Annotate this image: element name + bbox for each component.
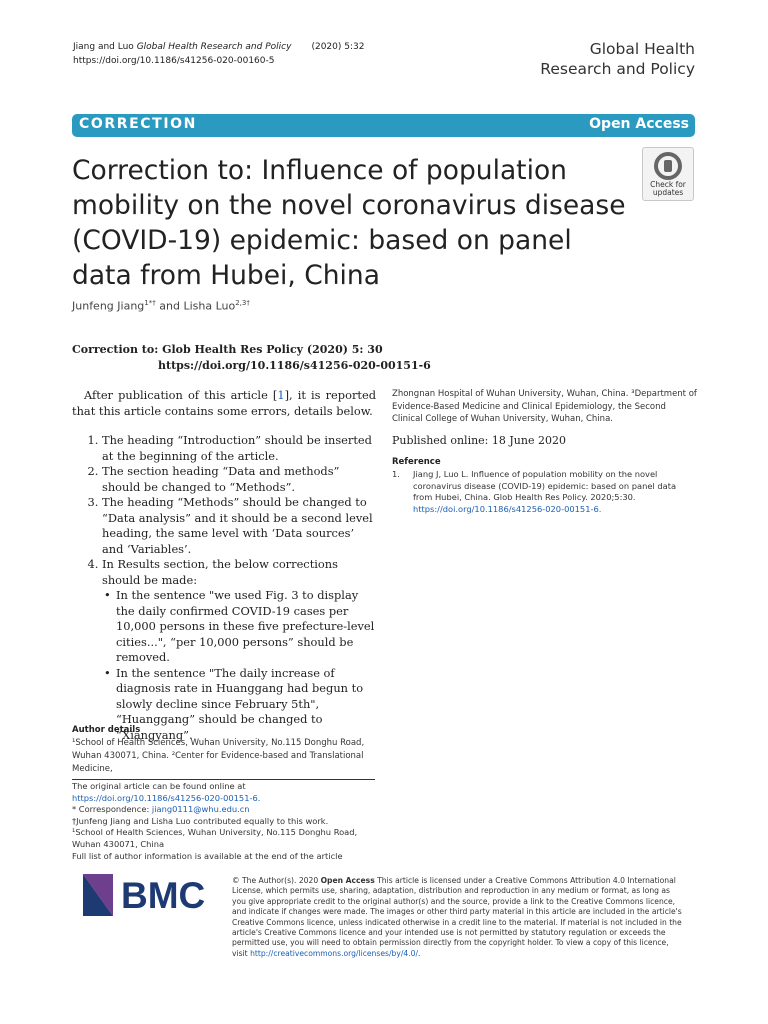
original-article-link[interactable]: https://doi.org/10.1186/s41256-020-00151-6. [72, 792, 261, 803]
license-link[interactable]: http://creativecommons.org/licenses/by/4.0/ [250, 948, 419, 958]
check-for-updates-label: Check for updates [650, 180, 686, 197]
sub-bullet-list [102, 588, 376, 743]
citation-journal: Global Health Research and Policy [136, 42, 292, 52]
correction-citation: Correction to: Glob Health Res Policy (2020) 5: 30 [72, 343, 383, 356]
reference-number: 1. [392, 469, 400, 479]
author-affil-mark: 2,3† [235, 299, 250, 307]
license-statement: © The Author(s). 2020 Open Access This article is licensed under a Creative Commons Attribution 4.0 International License, which permits use, sharing, adaptation, distribution and reproduction in any medium or format, as long as you give appropriate credit to the original author(s) and the source, provide a link to the Creative Commons licence, and indicate if changes were made. The images or other third party material in this article are included in the article's Creative Commons licence, unless indicated otherwise in a credit line to the material. If material is not included in the article's Creative Commons licence and your intended use is not permitted by statutory regulation or exceeds the permitted use, you will need to obtain permission directly from the copyright holder. To view a copy of this licence, visit http://creativecommons.org/licenses/by/4.0/. [232, 876, 682, 958]
bullet-marker: • [104, 588, 111, 602]
reference-item: 1. Jiang J, Luo L. Influence of population mobility on the novel coronavirus disease (COVID-19) epidemic: based on panel data from Hubei, China. Glob Health Res Policy. 2020;5:30. https://doi.org/10.1186/s41256-020-00151-6. [392, 469, 677, 514]
full-list-note: Full list of author information is available at the end of the article [72, 850, 343, 861]
correction-doi[interactable]: https://doi.org/10.1186/s41256-020-00151-6 [158, 359, 431, 372]
published-date: Published online: 18 June 2020 [392, 434, 566, 447]
bullet-marker: • [104, 665, 111, 680]
article-type-label: CORRECTION [79, 116, 197, 132]
correspondence-note: * Correspondence: jiang0111@whu.edu.cn [72, 804, 250, 815]
author-affil-mark: 1*† [144, 299, 156, 307]
reference-heading: Reference [392, 457, 441, 467]
open-access-label: Open Access [589, 116, 689, 132]
corrections-list [72, 433, 376, 743]
affiliations-continued: Zhongnan Hospital of Wuhan University, Wuhan, China. ³Department of Evidence-Based Medicine and Clinical Epidemiology, the Second Clinical College of Wuhan University, Wuhan, China. [392, 389, 697, 424]
footnote-divider [72, 779, 375, 780]
author-details-heading: Author details [72, 725, 141, 735]
bullet-item: • In the sentence "we used Fig. 3 to display the daily confirmed COVID-19 cases per 10,000 persons in these five prefecture-level cities...", “per 10,000 persons” should be removed. [104, 588, 375, 664]
author-name[interactable]: Junfeng Jiang [72, 299, 145, 313]
list-item: 4. In Results section, the below corrections should be made: • In the sentence "we used Fig. 3 to display the daily confirmed COVID-19 cases per 10,000 persons in these five prefecture-level cities...", “per 10,000 persons” should be removed. • In the sentence "The daily increase of diagnosis rate in Huanggang had begun to slowly decline since February 5th", “Huanggang” should be changed to “Xiangyang”. [102, 557, 376, 743]
reference-link[interactable]: 1 [277, 388, 285, 402]
svg-text:BMC: BMC [121, 875, 206, 916]
citation-volume: (2020) 5:32 [311, 42, 365, 52]
author-details-text: ¹School of Health Sciences, Wuhan University, No.115 Donghu Road, Wuhan 430071, China. ²Center for Evidence-based and Translational Medicine, [72, 738, 365, 774]
list-item: 3. The heading “Methods” should be changed to “Data analysis” and it should be a second level heading, the same level with ‘Data sources’ and ‘Variables’. [102, 495, 376, 557]
author-list: Junfeng Jiang$^{1*\dagger}$ and Lisha Luo$^{2,3\dagger}$ [72, 299, 250, 313]
equal-contribution-note: †Junfeng Jiang and Lisha Luo contributed equally to this work. [72, 815, 329, 826]
journal-name-line2: Research and Policy [540, 60, 695, 78]
citation-line [73, 40, 364, 54]
intro-paragraph: After publication of this article [1], it is reported that this article contains some errors, details below. [72, 388, 376, 418]
article-doi[interactable]: https://doi.org/10.1186/s41256-020-00160-5 [73, 56, 275, 66]
crossmark-icon [654, 152, 682, 180]
citation-authors: Jiang and Luo [73, 42, 134, 52]
list-item: 1. The heading “Introduction” should be inserted at the beginning of the article. [102, 433, 376, 464]
footnotes [72, 781, 378, 862]
running-header [73, 40, 364, 68]
article-title: Correction to: Influence of population mobility on the novel coronavirus disease (COVID-19) epidemic: based on panel data from Hubei, China [72, 155, 626, 291]
bullet-item: • In the sentence "The daily increase of diagnosis rate in Huanggang had begun to slowly decline since February 5th", “Huanggang” should be changed to “Xiangyang”. [104, 665, 364, 742]
journal-name [540, 39, 695, 79]
body-text [72, 388, 376, 743]
list-item: 2. The section heading “Data and methods” should be changed to “Methods”. [102, 464, 376, 495]
journal-name-line1: Global Health [589, 40, 695, 58]
check-for-updates-badge[interactable] [642, 147, 694, 201]
author-name[interactable]: Lisha Luo [183, 299, 236, 313]
original-article-note: The original article can be found online at https://doi.org/10.1186/s41256-020-00151-6. [72, 781, 261, 803]
affiliation-note: ¹School of Health Sciences, Wuhan University, No.115 Donghu Road, Wuhan 430071, China [72, 827, 358, 849]
correspondence-email[interactable]: jiang0111@whu.edu.cn [151, 804, 250, 815]
bmc-logo [83, 872, 218, 916]
article-type-band [72, 114, 695, 137]
reference-doi-link[interactable]: https://doi.org/10.1186/s41256-020-00151-6. [413, 503, 602, 514]
